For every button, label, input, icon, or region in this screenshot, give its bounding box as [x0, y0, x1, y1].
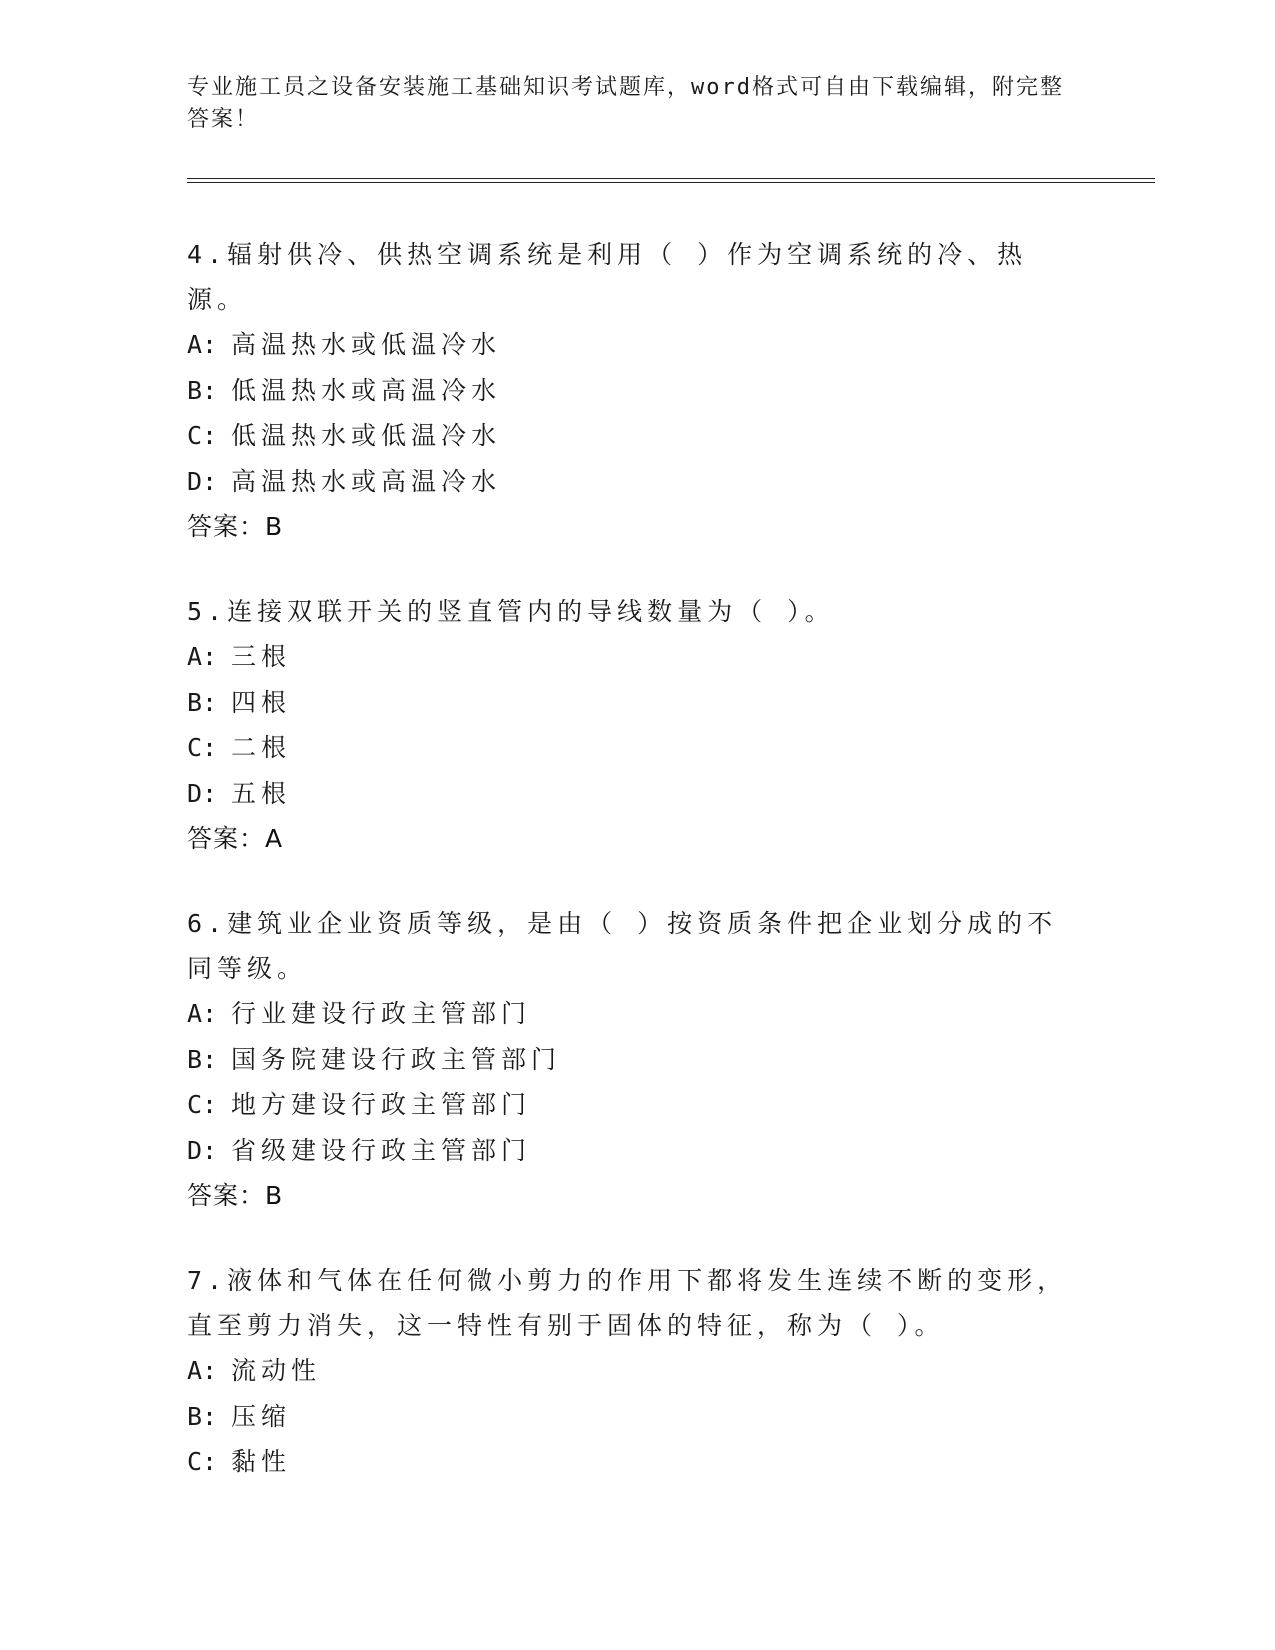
option-a [187, 322, 1087, 368]
question-stem: 4.辐射供冷、供热空调系统是利用（ ）作为空调系统的冷、热源。 [187, 240, 1028, 314]
question-stem: 5.连接双联开关的竖直管内的导线数量为（ ）。 [187, 597, 835, 626]
question-4 [187, 232, 1087, 549]
option-c [187, 1439, 1087, 1485]
option-b [187, 680, 1087, 726]
option-c [187, 725, 1087, 771]
option-key: D: [187, 778, 218, 808]
question-stem: 7.液体和气体在任何微小剪力的作用下都将发生连续不断的变形，直至剪力消失，这一特性有别于固体的特征，称为（ ）。 [187, 1266, 1068, 1340]
option-key: A: [187, 330, 218, 359]
answer-line: 答案：A [187, 824, 284, 853]
option-c [187, 1082, 1087, 1128]
option-key: B: [187, 375, 218, 405]
option-text: 压缩 [231, 1401, 292, 1431]
question-6 [187, 901, 1087, 1218]
option-key: D: [187, 466, 218, 496]
option-text: 低温热水或低温冷水 [231, 421, 502, 450]
option-text: 国务院建设行政主管部门 [231, 1044, 562, 1074]
option-text: 五根 [231, 778, 292, 808]
option-text: 省级建设行政主管部门 [231, 1135, 532, 1165]
option-c [187, 413, 1087, 459]
answer-line: 答案：B [187, 512, 284, 541]
option-key: C: [187, 733, 218, 762]
option-b [187, 1037, 1087, 1083]
option-text: 高温热水或高温冷水 [231, 466, 502, 496]
option-text: 地方建设行政主管部门 [231, 1090, 532, 1119]
question-5 [187, 589, 1087, 861]
option-d [187, 1128, 1087, 1174]
option-text: 高温热水或低温冷水 [231, 330, 502, 359]
option-b [187, 368, 1087, 414]
question-stem: 6.建筑业企业资质等级，是由（ ）按资质条件把企业划分成的不同等级。 [187, 909, 1058, 983]
option-d [187, 459, 1087, 505]
option-key: C: [187, 421, 218, 450]
option-text: 四根 [231, 687, 292, 717]
option-a [187, 634, 1087, 680]
question-list [187, 232, 1087, 1525]
option-d [187, 771, 1087, 817]
option-key: A: [187, 1356, 218, 1385]
option-text: 低温热水或高温冷水 [231, 375, 502, 405]
option-key: C: [187, 1447, 218, 1476]
option-text: 流动性 [231, 1356, 322, 1385]
option-key: B: [187, 687, 218, 717]
header-divider-bottom [187, 182, 1155, 183]
option-key: A: [187, 642, 218, 671]
option-key: B: [187, 1401, 218, 1431]
option-key: B: [187, 1044, 218, 1074]
option-key: D: [187, 1135, 218, 1165]
option-text: 三根 [231, 642, 292, 671]
answer-line: 答案：B [187, 1181, 284, 1210]
option-b [187, 1394, 1087, 1440]
header-divider-top [187, 178, 1155, 179]
option-a [187, 1348, 1087, 1394]
option-text: 行业建设行政主管部门 [231, 999, 532, 1028]
document-header: 专业施工员之设备安装施工基础知识考试题库，word格式可自由下载编辑，附完整答案！ [187, 75, 1064, 132]
option-key: A: [187, 999, 218, 1028]
option-text: 二根 [231, 733, 292, 762]
option-key: C: [187, 1090, 218, 1119]
option-text: 黏性 [231, 1447, 292, 1476]
question-7 [187, 1258, 1087, 1485]
option-a [187, 991, 1087, 1037]
